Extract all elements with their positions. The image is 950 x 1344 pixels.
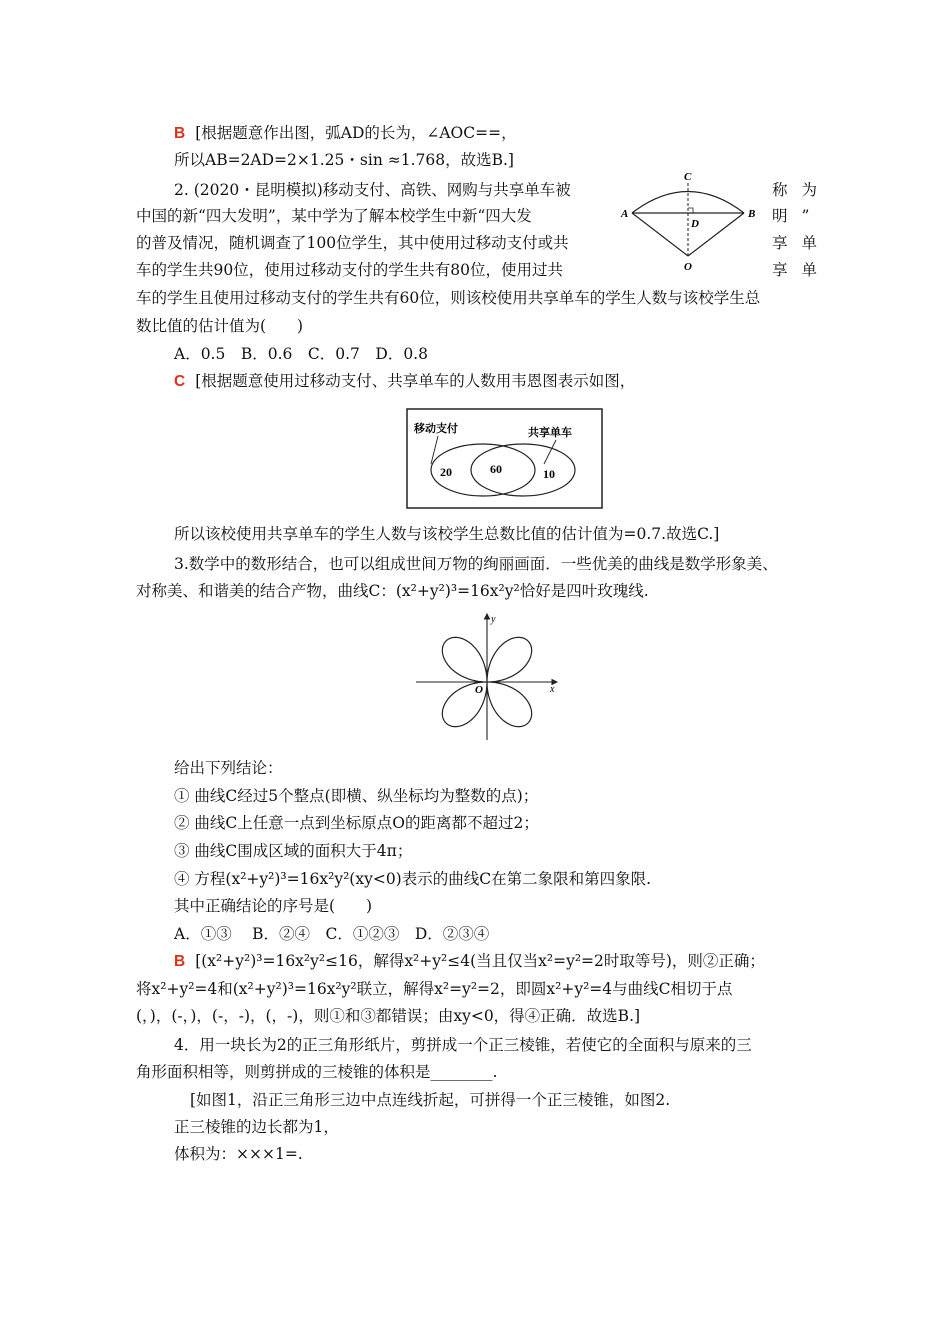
right-label-4: 享单 (772, 261, 832, 279)
label-c: C (684, 171, 692, 183)
line-text: [(x²+y²)³=16x²y²≤16，解得x²+y²≤4(当且仅当x²=y²=2时取等号)，则②正确； (195, 952, 765, 970)
line-text: 对称美、和谐美的结合产物，曲线C：(x²+y²)³=16x²y²恰好是四叶玫瑰线. (136, 582, 649, 600)
text-line-25 (136, 1062, 497, 1082)
line-text: 中国的新“四大发明”，某中学为了解本校学生中新“四大发 (136, 207, 532, 225)
text-line-6 (136, 260, 563, 280)
sector-figure (620, 168, 765, 278)
line-text: (，)，(-，)，(-，-)，(，-)，则①和③都错误；由xy<0，得④正确．故选B.] (136, 1007, 641, 1025)
line-text: 车的学生且使用过移动支付的学生共有60位，则该校使用共享单车的学生人数与该校学生总 (136, 289, 761, 307)
text-line-3 (174, 180, 571, 200)
text-line-9 (174, 344, 428, 364)
text-line-27 (174, 1117, 339, 1137)
line-text: 3.数学中的数形结合，也可以组成世间万物的绚丽画面．一些优美的曲线是数学形象美、 (174, 555, 778, 573)
label-a: A (621, 208, 629, 220)
venn-set-b (471, 444, 575, 496)
line-text: 4．用一块长为2的正三角形纸片，剪拼成一个正三棱锥，若使它的全面积与原来的三 (174, 1036, 752, 1054)
right-label-2: 明” (772, 207, 824, 225)
line-text: 正三棱锥的边长都为1， (174, 1118, 339, 1136)
text-line-12 (174, 554, 778, 574)
text-line-20 (174, 924, 489, 944)
line-text: 将x²+y²=4和(x²+y²)³=16x²y²联立，解得x²=y²=2，即圆x²+y²=4与曲线C相切于点 (136, 980, 733, 998)
answer-letter: B (174, 125, 186, 142)
text-line-22 (136, 979, 733, 999)
text-line-14 (174, 758, 283, 778)
text-line-11 (174, 524, 719, 544)
line-text: 数比值的估计值为( ) (136, 317, 304, 335)
text-line-1 (174, 123, 517, 144)
text-line-13 (136, 581, 649, 601)
line-text: 所以该校使用共享单车的学生人数与该校学生总数比值的估计值为=0.7.故选C.] (174, 525, 720, 543)
text-line-10 (174, 371, 635, 392)
answer-letter: C (174, 373, 186, 390)
line-text: 给出下列结论： (174, 759, 283, 777)
line-text: [根据题意作出图，弧AD的长为，∠AOC==， (195, 124, 517, 142)
line-text: A．0.5 B．0.6 C．0.7 D．0.8 (174, 345, 428, 363)
text-line-18 (174, 869, 651, 889)
right-angle-mark (688, 208, 693, 213)
line-text: 所以AB=2AD=2×1.25・sin ≈1.768，故选B.] (174, 151, 514, 169)
line-text: 的普及情况，随机调查了100位学生，其中使用过移动支付或共 (136, 234, 569, 252)
line-text: [如图1，沿正三角形三边中点连线折起，可拼得一个正三棱锥，如图2. (190, 1091, 671, 1109)
label-o: O (684, 261, 692, 273)
text-line-5 (136, 233, 569, 253)
text-line-26 (190, 1090, 670, 1110)
line-text: [根据题意使用过移动支付、共享单车的人数用韦恩图表示如图， (195, 372, 636, 390)
line-text: 2. (2020・昆明模拟)移动支付、高铁、网购与共享单车被 (174, 181, 571, 199)
right-label-3: 享单 (772, 234, 832, 252)
y-axis-label: y (491, 614, 496, 625)
text-line-8 (136, 316, 303, 336)
text-line-28 (174, 1144, 303, 1164)
x-axis-label: x (550, 684, 555, 695)
line-text: 体积为：×××1=. (174, 1145, 303, 1163)
line-text: A．①③ B．②④ C．①②③ D．②③④ (174, 925, 490, 943)
line-text: 车的学生共90位，使用过移动支付的学生共有80位，使用过共 (136, 261, 563, 279)
label-b: B (748, 208, 756, 220)
origin-label: O (475, 684, 483, 696)
text-line-19 (174, 896, 372, 916)
text-line-16 (174, 813, 539, 833)
text-line-15 (174, 786, 538, 806)
line-text: 角形面积相等，则剪拼成的三棱锥的体积是________. (136, 1063, 498, 1081)
text-line-21 (174, 951, 765, 972)
right-label-1: 称为 (772, 181, 832, 199)
line-text: ② 曲线C上任意一点到坐标原点O的距离都不超过2； (174, 814, 539, 832)
text-line-23 (136, 1006, 640, 1026)
line-text: 其中正确结论的序号是( ) (174, 897, 373, 915)
line-text: ④ 方程(x²+y²)³=16x²y²(xy<0)表示的曲线C在第二象限和第四象限. (174, 870, 652, 888)
venn-figure (406, 408, 603, 509)
venn-pointer-b (544, 440, 556, 464)
radius-oa (632, 213, 688, 256)
venn-value-both: 60 (490, 462, 502, 476)
venn-label-b: 共享单车 (528, 427, 572, 439)
text-line-2 (174, 150, 514, 170)
venn-value-only-b: 10 (543, 467, 555, 481)
text-line-7 (136, 288, 760, 308)
venn-value-only-a: 20 (440, 465, 452, 479)
rose-curve-figure (412, 612, 562, 742)
answer-letter: B (174, 953, 186, 970)
label-d: D (691, 218, 699, 230)
text-line-24 (174, 1035, 752, 1055)
venn-label-a: 移动支付 (414, 423, 458, 435)
line-text: ③ 曲线C围成区域的面积大于4π； (174, 842, 413, 860)
text-line-17 (174, 841, 412, 861)
text-line-4 (136, 206, 532, 226)
line-text: ① 曲线C经过5个整点(即横、纵坐标均为整数的点)； (174, 787, 539, 805)
